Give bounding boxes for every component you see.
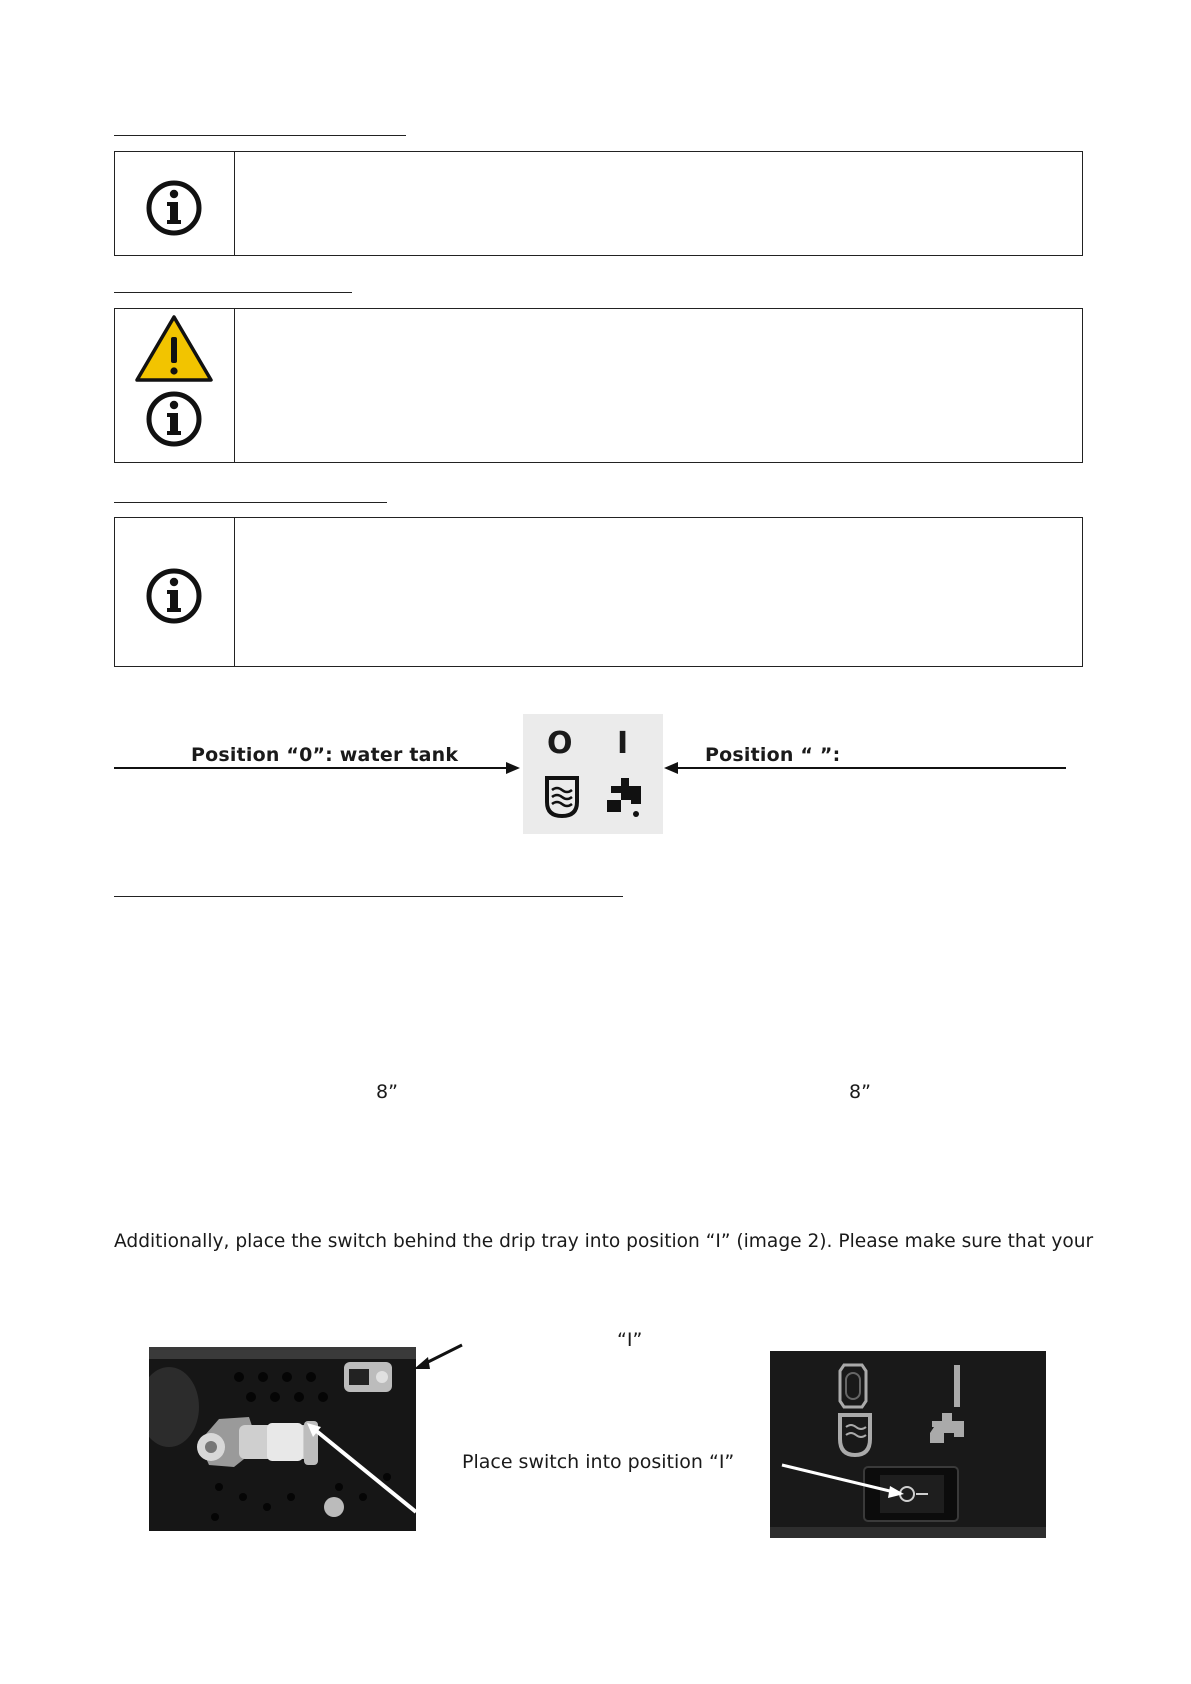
info-icon — [115, 152, 234, 255]
symbol-zero: O — [547, 726, 573, 761]
notice-divider — [234, 152, 235, 255]
heading-rule-3 — [114, 502, 387, 503]
notice-divider — [234, 309, 235, 462]
info-icon-cell — [115, 518, 234, 666]
switch-photo — [770, 1351, 1046, 1538]
quote-fragment-i: “I” — [617, 1329, 643, 1351]
info-notice-box-1 — [114, 151, 1083, 256]
warning-icon-cell — [115, 309, 234, 462]
switch-caption: Place switch into position “I” — [462, 1451, 735, 1473]
heading-rule-4 — [114, 896, 623, 897]
heading-rule-1 — [114, 135, 406, 136]
water-source-diagram — [0, 700, 1191, 850]
warning-icon — [115, 309, 234, 384]
control-panel-symbols — [523, 714, 663, 834]
switch-photo-drawing — [770, 1351, 1046, 1538]
symbol-one: I — [617, 726, 629, 761]
info-notice-box-3 — [114, 517, 1083, 667]
info-icon-cell — [115, 152, 234, 255]
quote-fragment-left: 8” — [376, 1081, 398, 1103]
water-tap-icon — [603, 776, 647, 820]
position-0-label: Position “0”: water tank — [191, 744, 459, 766]
water-tank-icon — [543, 774, 581, 820]
instruction-paragraph: Additionally, place the switch behind the drip tray into position “I” (image 2). Please make sure that your — [114, 1231, 1094, 1252]
valve-photo — [149, 1347, 416, 1531]
valve-pointer-arrow — [412, 1343, 464, 1373]
left-arrow — [114, 760, 520, 776]
warning-notice-box — [114, 308, 1083, 463]
quote-fragment-right: 8” — [849, 1081, 871, 1103]
position-1-label: Position “ ”: — [705, 744, 841, 766]
info-icon — [115, 379, 234, 459]
info-icon — [115, 518, 234, 666]
notice-divider — [234, 518, 235, 666]
valve-photo-drawing — [149, 1347, 416, 1531]
heading-rule-2 — [114, 292, 352, 293]
